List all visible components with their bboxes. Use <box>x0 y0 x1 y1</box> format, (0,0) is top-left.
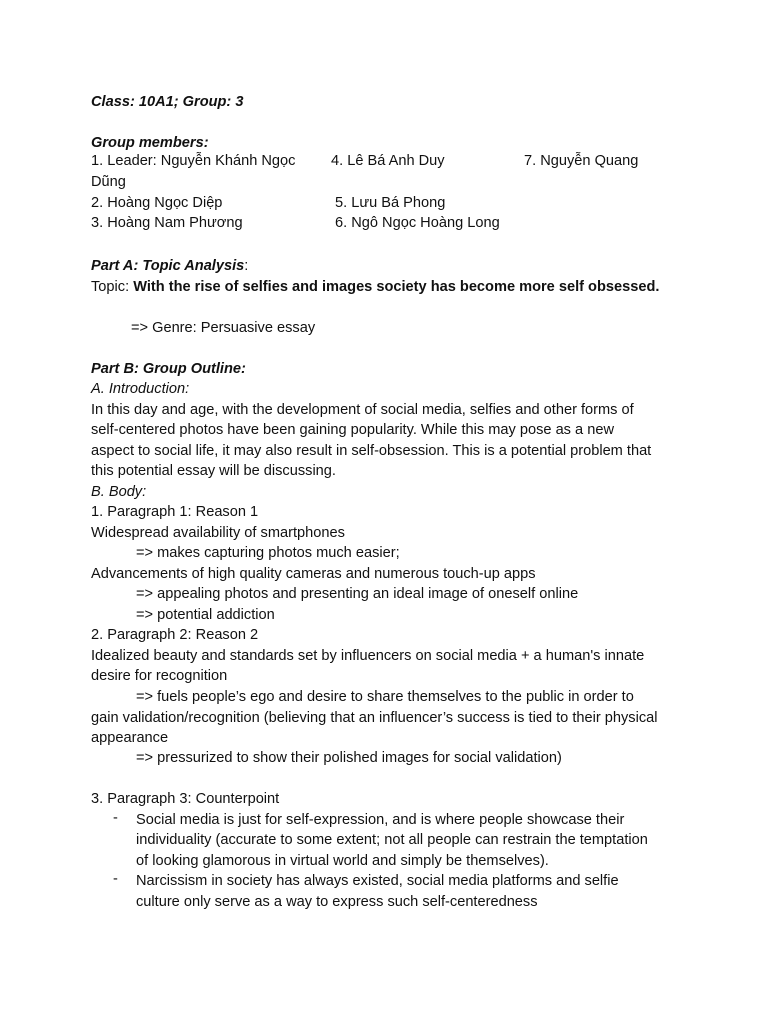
paragraph-2-line: appearance <box>91 730 169 746</box>
member-4: 4. Lê Bá Anh Duy <box>331 153 445 169</box>
paragraph-1-line: Advancements of high quality cameras and numerous touch-up apps <box>91 566 536 582</box>
paragraph-1-line: => potential addiction <box>136 607 275 623</box>
intro-line: aspect to social life, it may also result in self-obsession. This is a potential problem that <box>91 443 652 459</box>
member-7-continued: Dũng <box>91 174 126 190</box>
member-3: 3. Hoàng Nam Phương <box>91 215 243 231</box>
member-7: 7. Nguyễn Quang <box>524 153 639 169</box>
intro-line: this potential essay will be discussing. <box>91 463 336 479</box>
bullet-text: Social media is just for self-expression, and is where people showcase their <box>136 812 625 828</box>
bullet-text: Narcissism in society has always existed, social media platforms and selfie <box>136 873 619 889</box>
paragraph-2-line: desire for recognition <box>91 668 228 684</box>
members-heading: Group members: <box>91 135 209 151</box>
member-1: 1. Leader: Nguyễn Khánh Ngọc <box>91 153 296 169</box>
genre-line: => Genre: Persuasive essay <box>131 320 316 336</box>
part-b-heading: Part B: Group Outline: <box>91 361 246 377</box>
body-heading: B. Body: <box>91 484 147 500</box>
member-6: 6. Ngô Ngọc Hoàng Long <box>335 215 500 231</box>
paragraph-2-line: Idealized beauty and standards set by influencers on social media + a human's innate <box>91 648 645 664</box>
bullet-text: individuality (accurate to some extent; not all people can restrain the temptation <box>136 832 648 848</box>
bullet-text: culture only serve as a way to express such self-centeredness <box>136 894 538 910</box>
paragraph-1-line: => appealing photos and presenting an ideal image of oneself online <box>136 586 579 602</box>
topic-line <box>91 277 659 297</box>
bullet-dash: - <box>113 871 118 887</box>
intro-heading: A. Introduction: <box>91 381 190 397</box>
part-a-colon: : <box>244 258 249 274</box>
bullet-text: of looking glamorous in virtual world and simply be themselves). <box>136 853 549 869</box>
paragraph-1-line: => makes capturing photos much easier; <box>136 545 400 561</box>
paragraph-1-line: Widespread availability of smartphones <box>91 525 345 541</box>
bullet-dash: - <box>113 810 118 826</box>
intro-line: self-centered photos have been gaining popularity. While this may pose as a new <box>91 422 614 438</box>
paragraph-2-line: gain validation/recognition (believing that an influencer’s success is tied to their physical <box>91 710 658 726</box>
paragraph-3-heading: 3. Paragraph 3: Counterpoint <box>91 791 280 807</box>
topic-label: Topic: <box>91 279 134 295</box>
paragraph-2-line: => pressurized to show their polished images for social validation) <box>136 750 562 766</box>
intro-line: In this day and age, with the development of social media, selfies and other forms of <box>91 402 634 418</box>
paragraph-2-line: => fuels people’s ego and desire to share themselves to the public in order to <box>136 689 634 705</box>
topic-text: With the rise of selfies and images society has become more self obsessed. <box>133 279 660 295</box>
part-a-heading-line <box>91 256 248 276</box>
part-a-heading: Part A: Topic Analysis <box>91 258 245 274</box>
member-2: 2. Hoàng Ngọc Diệp <box>91 195 223 211</box>
member-5: 5. Lưu Bá Phong <box>335 195 446 211</box>
paragraph-1-heading: 1. Paragraph 1: Reason 1 <box>91 504 259 520</box>
paragraph-2-heading: 2. Paragraph 2: Reason 2 <box>91 627 259 643</box>
class-line: Class: 10A1; Group: 3 <box>91 94 244 110</box>
